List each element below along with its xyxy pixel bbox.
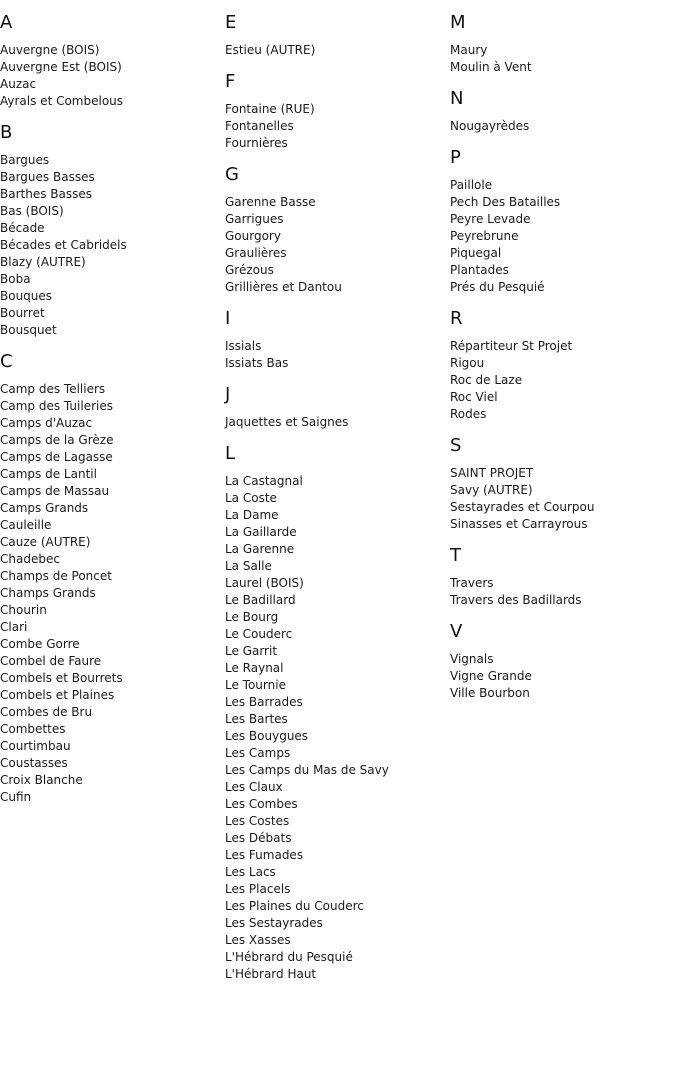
place-item: Auvergne Est (BOIS) <box>0 60 122 74</box>
place-item: La Gaillarde <box>225 525 297 539</box>
place-list <box>450 177 675 296</box>
letter-heading: M <box>450 12 466 33</box>
letter-heading: B <box>0 122 13 143</box>
letter-group-i <box>225 308 450 372</box>
place-item: Courtimbau <box>0 739 71 753</box>
place-item: Coustasses <box>0 756 68 770</box>
place-item: Auvergne (BOIS) <box>0 43 100 57</box>
place-item: Les Bouygues <box>225 729 309 743</box>
place-item: Les Costes <box>225 814 290 828</box>
letter-heading: I <box>225 308 231 329</box>
place-list <box>225 194 450 296</box>
place-item: Fontaine (RUE) <box>225 102 315 116</box>
place-item: Combels et Bourrets <box>0 671 123 685</box>
place-item: L'Hébrard Haut <box>225 967 317 981</box>
place-item: Laurel (BOIS) <box>225 576 304 590</box>
place-item: Roc de Laze <box>450 373 523 387</box>
place-item: Barthes Basses <box>0 187 93 201</box>
place-item: Ville Bourbon <box>450 686 530 700</box>
place-list <box>450 42 675 76</box>
letter-heading: S <box>450 435 462 456</box>
place-item: Boba <box>0 272 31 286</box>
place-item: Le Garrit <box>225 644 278 658</box>
place-item: Le Badillard <box>225 593 296 607</box>
place-item: Issials <box>225 339 262 353</box>
place-item: Le Raynal <box>225 661 284 675</box>
place-list <box>450 118 675 135</box>
letter-heading: E <box>225 12 237 33</box>
letter-group-p <box>450 147 675 296</box>
place-item: Blazy (AUTRE) <box>0 255 86 269</box>
place-item: Camp des Tuileries <box>0 399 113 413</box>
place-item: Les Camps du Mas de Savy <box>225 763 389 777</box>
place-item: Chadebec <box>0 552 60 566</box>
place-item: Le Tournie <box>225 678 286 692</box>
place-item: Savy (AUTRE) <box>450 483 533 497</box>
place-item: Bouques <box>0 289 53 303</box>
place-item: Bécades et Cabridels <box>0 238 127 252</box>
place-item: Issiats Bas <box>225 356 289 370</box>
place-item: Bécade <box>0 221 45 235</box>
place-item: Bargues Basses <box>0 170 95 184</box>
place-item: Piquegal <box>450 246 502 260</box>
place-item: Graulières <box>225 246 287 260</box>
place-item: Grillières et Dantou <box>225 280 342 294</box>
place-item: L'Hébrard du Pesquié <box>225 950 353 964</box>
place-item: Travers des Badillards <box>450 593 582 607</box>
place-item: Grézous <box>225 263 274 277</box>
place-item: Estieu (AUTRE) <box>225 43 316 57</box>
place-item: Les Combes <box>225 797 298 811</box>
place-list <box>0 381 225 806</box>
place-item: Les Lacs <box>225 865 276 879</box>
place-item: Maury <box>450 43 488 57</box>
place-item: Roc Viel <box>450 390 498 404</box>
letter-group-t <box>450 545 675 609</box>
index-column-2 <box>225 0 450 994</box>
place-item: Ayrals et Combelous <box>0 94 124 108</box>
place-item: Bousquet <box>0 323 57 337</box>
letter-group-j <box>225 384 450 431</box>
place-item: Moulin à Vent <box>450 60 532 74</box>
letter-group-e <box>225 12 450 59</box>
place-item: Nougayrèdes <box>450 119 530 133</box>
place-item: Les Bartes <box>225 712 288 726</box>
letter-heading: P <box>450 147 461 168</box>
place-item: Vignals <box>450 652 494 666</box>
letter-group-b <box>0 122 225 339</box>
place-item: Garenne Basse <box>225 195 316 209</box>
place-item: Camps de Lantil <box>0 467 97 481</box>
place-item: Camps Grands <box>0 501 89 515</box>
place-item: Combettes <box>0 722 66 736</box>
letter-group-s <box>450 435 675 533</box>
place-item: Les Plaines du Couderc <box>225 899 364 913</box>
place-item: Paillole <box>450 178 493 192</box>
place-list <box>225 414 450 431</box>
place-list <box>450 575 675 609</box>
place-item: Camps d'Auzac <box>0 416 93 430</box>
place-item: Peyrebrune <box>450 229 519 243</box>
place-list <box>225 473 450 983</box>
place-item: La Castagnal <box>225 474 303 488</box>
letter-heading: T <box>450 545 461 566</box>
place-item: Camps de Lagasse <box>0 450 113 464</box>
letter-heading: R <box>450 308 463 329</box>
place-item: Répartiteur St Projet <box>450 339 573 353</box>
letter-group-m <box>450 12 675 76</box>
letter-group-f <box>225 71 450 152</box>
letter-heading: N <box>450 88 464 109</box>
letter-heading: J <box>225 384 231 405</box>
place-item: Les Sestayrades <box>225 916 323 930</box>
place-item: Bas (BOIS) <box>0 204 64 218</box>
place-item: Champs de Poncet <box>0 569 112 583</box>
place-list <box>450 338 675 423</box>
letter-heading: C <box>0 351 13 372</box>
place-list <box>225 42 450 59</box>
letter-group-n <box>450 88 675 135</box>
place-item: Les Barrades <box>225 695 303 709</box>
place-item: Les Fumades <box>225 848 304 862</box>
place-item: Chourin <box>0 603 47 617</box>
place-item: Les Camps <box>225 746 291 760</box>
letter-group-l <box>225 443 450 983</box>
place-item: Prés du Pesquié <box>450 280 545 294</box>
letter-heading: V <box>450 621 463 642</box>
place-item: Combes de Bru <box>0 705 93 719</box>
place-list <box>450 465 675 533</box>
place-item: Les Claux <box>225 780 283 794</box>
place-item: Bargues <box>0 153 50 167</box>
place-item: Les Débats <box>225 831 292 845</box>
letter-heading: A <box>0 12 13 33</box>
index-column-1 <box>0 0 225 817</box>
place-item: Fontanelles <box>225 119 294 133</box>
place-item: Sinasses et Carrayrous <box>450 517 588 531</box>
place-item: Les Placels <box>225 882 291 896</box>
place-item: Clari <box>0 620 28 634</box>
place-item: Rodes <box>450 407 487 421</box>
place-item: Combe Gorre <box>0 637 80 651</box>
place-item: La Dame <box>225 508 279 522</box>
index-column-3 <box>450 0 675 713</box>
place-item: Bourret <box>0 306 45 320</box>
place-item: La Coste <box>225 491 277 505</box>
place-item: Cufin <box>0 790 32 804</box>
place-list <box>225 338 450 372</box>
place-item: Auzac <box>0 77 37 91</box>
place-item: Cauleille <box>0 518 52 532</box>
letter-heading: G <box>225 164 239 185</box>
place-item: Croix Blanche <box>0 773 83 787</box>
place-list <box>0 42 225 110</box>
place-item: Pech Des Batailles <box>450 195 561 209</box>
place-item: Fournières <box>225 136 288 150</box>
place-item: Travers <box>450 576 494 590</box>
place-item: Le Bourg <box>225 610 279 624</box>
place-item: Gourgory <box>225 229 281 243</box>
place-item: La Salle <box>225 559 272 573</box>
place-item: Combel de Faure <box>0 654 102 668</box>
letter-group-g <box>225 164 450 296</box>
place-item: Sestayrades et Courpou <box>450 500 595 514</box>
letter-group-a <box>0 12 225 110</box>
place-item: Plantades <box>450 263 509 277</box>
letter-group-v <box>450 621 675 702</box>
place-item: Vigne Grande <box>450 669 532 683</box>
place-item: Jaquettes et Saignes <box>225 415 349 429</box>
place-item: SAINT PROJET <box>450 466 534 480</box>
place-item: Camps de la Grèze <box>0 433 114 447</box>
place-item: Camp des Telliers <box>0 382 106 396</box>
place-list <box>450 651 675 702</box>
place-item: Combels et Plaines <box>0 688 115 702</box>
place-item: Le Couderc <box>225 627 293 641</box>
place-item: La Garenne <box>225 542 295 556</box>
place-item: Peyre Levade <box>450 212 531 226</box>
place-item: Champs Grands <box>0 586 96 600</box>
letter-group-c <box>0 351 225 806</box>
place-item: Garrigues <box>225 212 284 226</box>
place-item: Rigou <box>450 356 485 370</box>
letter-group-r <box>450 308 675 423</box>
place-item: Les Xasses <box>225 933 291 947</box>
letter-heading: F <box>225 71 236 92</box>
place-item: Camps de Massau <box>0 484 110 498</box>
place-list <box>225 101 450 152</box>
place-item: Cauze (AUTRE) <box>0 535 91 549</box>
place-list <box>0 152 225 339</box>
letter-heading: L <box>225 443 236 464</box>
